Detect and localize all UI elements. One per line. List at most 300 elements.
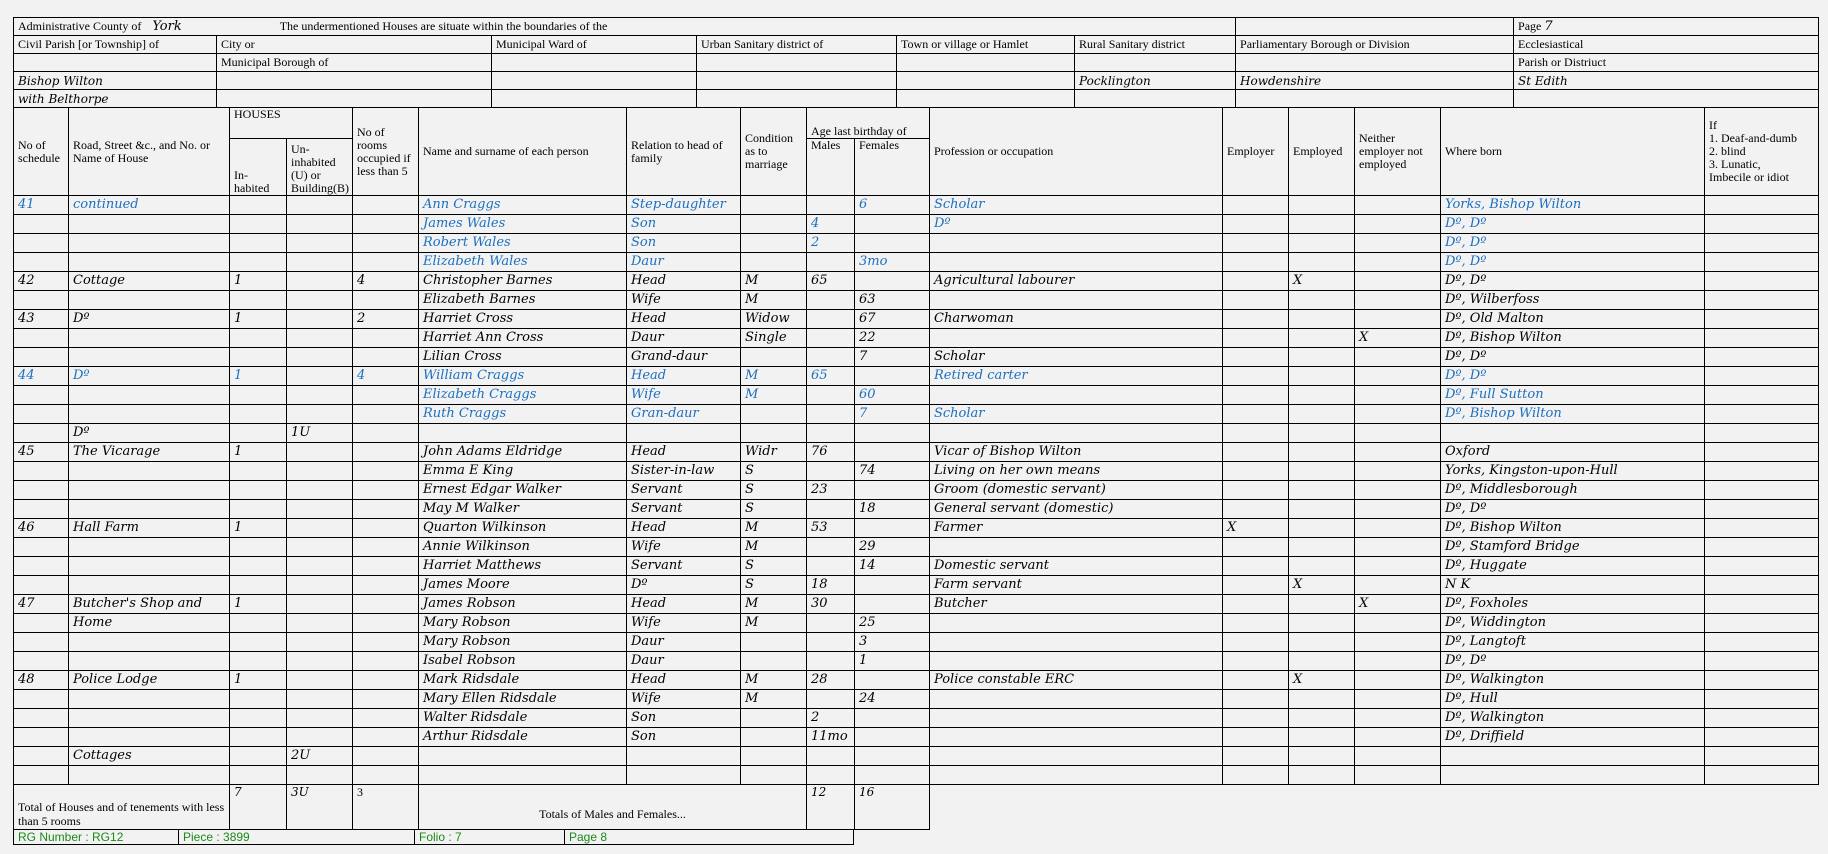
road-cell — [69, 253, 230, 272]
employed-cell: X — [1289, 272, 1355, 291]
header-rooms: No of rooms occupied if less than 5 — [353, 108, 419, 196]
person-name: William Craggs — [419, 367, 627, 386]
table-row — [14, 671, 1819, 690]
birthplace-cell: Dº, Dº — [1441, 500, 1705, 519]
person-name: Harriet Ann Cross — [419, 329, 627, 348]
person-name: Christopher Barnes — [419, 272, 627, 291]
totals-table — [13, 784, 1819, 830]
relation-cell — [627, 747, 741, 766]
inhabited-cell — [230, 386, 287, 405]
header-infirmity — [1705, 108, 1819, 196]
employer-cell — [1223, 386, 1289, 405]
employer-cell — [1223, 690, 1289, 709]
male-age: 18 — [807, 576, 855, 595]
neither-cell — [1355, 481, 1441, 500]
schedule-cell — [14, 481, 69, 500]
infirmity-cell — [1705, 728, 1819, 747]
male-age: 28 — [807, 671, 855, 690]
neither-cell — [1355, 272, 1441, 291]
totals-blank — [930, 785, 1819, 830]
header-neither: Neither employer not employed — [1355, 108, 1441, 196]
road-cell — [69, 652, 230, 671]
employed-cell — [1289, 424, 1355, 443]
infirmity-cell — [1705, 329, 1819, 348]
birthplace-cell: Dº, Dº — [1441, 215, 1705, 234]
person-name: Elizabeth Barnes — [419, 291, 627, 310]
infirmity-cell — [1705, 367, 1819, 386]
male-age — [807, 652, 855, 671]
neither-cell — [1355, 633, 1441, 652]
birthplace-cell: Dº, Stamford Bridge — [1441, 538, 1705, 557]
male-age — [807, 196, 855, 215]
census-table — [13, 107, 1819, 785]
inhabited-cell — [230, 291, 287, 310]
person-name — [419, 747, 627, 766]
uninhabited-cell: 2U — [287, 747, 353, 766]
employer-cell — [1223, 196, 1289, 215]
occupation-cell: Farmer — [930, 519, 1223, 538]
female-age: 3 — [855, 633, 930, 652]
person-name: James Robson — [419, 595, 627, 614]
male-age — [807, 614, 855, 633]
neither-cell — [1355, 690, 1441, 709]
header-males: Males — [807, 139, 855, 196]
inhabited-cell: 1 — [230, 519, 287, 538]
neither-cell — [1355, 348, 1441, 367]
condition-cell — [741, 405, 807, 424]
uninhabited-cell — [287, 728, 353, 747]
female-age — [855, 595, 930, 614]
table-row — [14, 329, 1819, 348]
neither-cell — [1355, 500, 1441, 519]
occupation-cell — [930, 253, 1223, 272]
census-sheet — [13, 17, 1818, 845]
female-age — [855, 728, 930, 747]
condition-cell: Widr — [741, 443, 807, 462]
birthplace-cell: Dº, Dº — [1441, 272, 1705, 291]
road-cell — [69, 690, 230, 709]
person-name — [419, 424, 627, 443]
header-schedule: No of schedule — [14, 108, 69, 196]
rural-sanitary-value: Pocklington — [1075, 72, 1236, 90]
schedule-cell: 46 — [14, 519, 69, 538]
male-age — [807, 557, 855, 576]
schedule-cell: 43 — [14, 310, 69, 329]
header-if-4: Imbecile or idiot — [1709, 170, 1789, 184]
inhabited-cell — [230, 215, 287, 234]
header-profession: Profession or occupation — [930, 108, 1223, 196]
header-if-1: 1. Deaf-and-dumb — [1709, 131, 1797, 145]
male-age — [807, 329, 855, 348]
occupation-cell — [930, 709, 1223, 728]
uninhabited-cell — [287, 500, 353, 519]
employer-cell — [1223, 652, 1289, 671]
female-age — [855, 272, 930, 291]
relation-cell: Daur — [627, 329, 741, 348]
schedule-cell — [14, 747, 69, 766]
neither-cell — [1355, 386, 1441, 405]
infirmity-cell — [1705, 652, 1819, 671]
table-row — [14, 728, 1819, 747]
neither-cell: X — [1355, 329, 1441, 348]
totals-houses-label: Total of Houses and of tenements with less than 5 rooms — [14, 785, 230, 830]
employer-cell — [1223, 500, 1289, 519]
male-age — [807, 690, 855, 709]
relation-cell — [627, 424, 741, 443]
person-name: Robert Wales — [419, 234, 627, 253]
infirmity-cell — [1705, 196, 1819, 215]
road-cell — [69, 481, 230, 500]
totals-rooms: 3 — [353, 785, 419, 830]
employed-cell — [1289, 481, 1355, 500]
person-name: Harriet Matthews — [419, 557, 627, 576]
uninhabited-cell — [287, 405, 353, 424]
employed-cell — [1289, 557, 1355, 576]
condition-cell: Single — [741, 329, 807, 348]
relation-cell: Daur — [627, 253, 741, 272]
inhabited-cell — [230, 557, 287, 576]
meta-blank — [697, 54, 897, 72]
employer-cell — [1223, 329, 1289, 348]
meta-blank — [1075, 54, 1236, 72]
female-age — [855, 766, 930, 785]
rooms-cell — [353, 443, 419, 462]
table-row — [14, 253, 1819, 272]
uninhabited-cell — [287, 671, 353, 690]
schedule-cell: 44 — [14, 367, 69, 386]
infirmity-cell — [1705, 747, 1819, 766]
female-age — [855, 519, 930, 538]
inhabited-cell — [230, 633, 287, 652]
employer-cell — [1223, 234, 1289, 253]
female-age: 1 — [855, 652, 930, 671]
totals-males: 12 — [807, 785, 855, 830]
folio-number: Folio : 7 — [415, 830, 565, 845]
occupation-cell: Dº — [930, 215, 1223, 234]
municipal-ward-label: Municipal Ward of — [492, 36, 697, 54]
female-age — [855, 234, 930, 253]
infirmity-cell — [1705, 215, 1819, 234]
ecclesiastical-label: Ecclesiastical — [1514, 36, 1819, 54]
uninhabited-cell — [287, 348, 353, 367]
condition-cell: S — [741, 500, 807, 519]
employer-cell — [1223, 557, 1289, 576]
neither-cell — [1355, 424, 1441, 443]
employer-cell — [1223, 766, 1289, 785]
neither-cell — [1355, 462, 1441, 481]
person-name: May M Walker — [419, 500, 627, 519]
road-cell: Cottage — [69, 272, 230, 291]
table-row — [14, 709, 1819, 728]
table-row — [14, 405, 1819, 424]
birthplace-cell: Dº, Huggate — [1441, 557, 1705, 576]
employer-cell — [1223, 481, 1289, 500]
male-age — [807, 310, 855, 329]
uninhabited-cell — [287, 234, 353, 253]
meta-blank — [217, 72, 492, 90]
relation-cell: Head — [627, 595, 741, 614]
table-row — [14, 690, 1819, 709]
rooms-cell — [353, 329, 419, 348]
male-age — [807, 462, 855, 481]
condition-cell: M — [741, 386, 807, 405]
infirmity-cell — [1705, 557, 1819, 576]
occupation-cell: Police constable ERC — [930, 671, 1223, 690]
neither-cell — [1355, 519, 1441, 538]
employed-cell — [1289, 614, 1355, 633]
table-row — [14, 747, 1819, 766]
occupation-cell: Retired carter — [930, 367, 1223, 386]
occupation-cell — [930, 538, 1223, 557]
person-name: Elizabeth Craggs — [419, 386, 627, 405]
birthplace-cell: N K — [1441, 576, 1705, 595]
rooms-cell — [353, 386, 419, 405]
person-name: Isabel Robson — [419, 652, 627, 671]
inhabited-cell — [230, 481, 287, 500]
schedule-cell — [14, 215, 69, 234]
road-cell: continued — [69, 196, 230, 215]
schedule-cell — [14, 424, 69, 443]
condition-cell — [741, 766, 807, 785]
table-row — [14, 557, 1819, 576]
employed-cell — [1289, 538, 1355, 557]
neither-cell: X — [1355, 595, 1441, 614]
inhabited-cell — [230, 405, 287, 424]
uninhabited-cell — [287, 633, 353, 652]
inhabited-cell — [230, 234, 287, 253]
occupation-cell — [930, 633, 1223, 652]
admin-county-value: York — [152, 19, 182, 34]
occupation-cell: Groom (domestic servant) — [930, 481, 1223, 500]
uninhabited-cell — [287, 386, 353, 405]
header-if: If — [1709, 118, 1717, 132]
schedule-cell — [14, 576, 69, 595]
condition-cell: M — [741, 538, 807, 557]
uninhabited-cell — [287, 253, 353, 272]
uninhabited-cell — [287, 709, 353, 728]
female-age — [855, 576, 930, 595]
city-label: City or — [217, 36, 492, 54]
totals-persons-label: Totals of Males and Females... — [419, 785, 807, 830]
uninhabited-cell — [287, 196, 353, 215]
uninhabited-cell: 1U — [287, 424, 353, 443]
road-cell: Dº — [69, 424, 230, 443]
header-employer: Employer — [1223, 108, 1289, 196]
person-name: John Adams Eldridge — [419, 443, 627, 462]
infirmity-cell — [1705, 671, 1819, 690]
rooms-cell — [353, 519, 419, 538]
rooms-cell — [353, 709, 419, 728]
occupation-cell — [930, 291, 1223, 310]
employer-cell — [1223, 291, 1289, 310]
infirmity-cell — [1705, 614, 1819, 633]
meta-blank — [1514, 90, 1819, 108]
uninhabited-cell — [287, 595, 353, 614]
male-age — [807, 424, 855, 443]
condition-cell: S — [741, 481, 807, 500]
employed-cell: X — [1289, 576, 1355, 595]
road-cell: Police Lodge — [69, 671, 230, 690]
neither-cell — [1355, 538, 1441, 557]
uninhabited-cell — [287, 215, 353, 234]
condition-cell: M — [741, 671, 807, 690]
inhabited-cell — [230, 348, 287, 367]
neither-cell — [1355, 652, 1441, 671]
uninhabited-cell — [287, 766, 353, 785]
female-age: 3mo — [855, 253, 930, 272]
employed-cell — [1289, 766, 1355, 785]
relation-cell: Head — [627, 272, 741, 291]
person-name: Mary Ellen Ridsdale — [419, 690, 627, 709]
schedule-cell: 41 — [14, 196, 69, 215]
header-uninhabited: Un-inhabited (U) or Building(B) — [287, 139, 353, 196]
inhabited-cell: 1 — [230, 595, 287, 614]
totals-uninhabited: 3U — [287, 785, 353, 830]
rooms-cell: 2 — [353, 310, 419, 329]
schedule-cell — [14, 329, 69, 348]
rg-number: RG Number : RG12 — [14, 830, 179, 845]
employer-cell — [1223, 348, 1289, 367]
inhabited-cell — [230, 253, 287, 272]
relation-cell: Wife — [627, 690, 741, 709]
relation-cell: Son — [627, 234, 741, 253]
employed-cell — [1289, 310, 1355, 329]
female-age: 25 — [855, 614, 930, 633]
meta-blank — [897, 90, 1075, 108]
relation-cell: Daur — [627, 633, 741, 652]
road-cell: Dº — [69, 367, 230, 386]
condition-cell — [741, 747, 807, 766]
male-age: 23 — [807, 481, 855, 500]
occupation-cell — [930, 329, 1223, 348]
schedule-cell — [14, 234, 69, 253]
birthplace-cell — [1441, 747, 1705, 766]
condition-cell — [741, 348, 807, 367]
header-inhabited: In-habited — [230, 139, 287, 196]
schedule-cell: 45 — [14, 443, 69, 462]
occupation-cell — [930, 690, 1223, 709]
rooms-cell — [353, 728, 419, 747]
person-name: Quarton Wilkinson — [419, 519, 627, 538]
infirmity-cell — [1705, 595, 1819, 614]
header-houses: HOUSES — [230, 108, 353, 139]
relation-cell: Wife — [627, 538, 741, 557]
male-age — [807, 747, 855, 766]
employer-cell — [1223, 728, 1289, 747]
male-age — [807, 405, 855, 424]
male-age: 76 — [807, 443, 855, 462]
inhabited-cell — [230, 728, 287, 747]
meta-blank — [492, 72, 697, 90]
occupation-cell — [930, 614, 1223, 633]
road-cell — [69, 709, 230, 728]
female-age — [855, 671, 930, 690]
neither-cell — [1355, 709, 1441, 728]
female-age — [855, 367, 930, 386]
header-employed: Employed — [1289, 108, 1355, 196]
male-age: 11mo — [807, 728, 855, 747]
table-row — [14, 652, 1819, 671]
table-row — [14, 215, 1819, 234]
condition-cell — [741, 234, 807, 253]
employed-cell — [1289, 386, 1355, 405]
rooms-cell — [353, 690, 419, 709]
meta-blank — [697, 72, 897, 90]
person-name: Mary Robson — [419, 614, 627, 633]
header-name: Name and surname of each person — [419, 108, 627, 196]
neither-cell — [1355, 576, 1441, 595]
male-age — [807, 500, 855, 519]
employed-cell — [1289, 405, 1355, 424]
condition-cell — [741, 633, 807, 652]
employer-cell — [1223, 443, 1289, 462]
occupation-cell: Butcher — [930, 595, 1223, 614]
relation-cell: Daur — [627, 652, 741, 671]
relation-cell: Servant — [627, 500, 741, 519]
relation-cell: Head — [627, 310, 741, 329]
table-row — [14, 348, 1819, 367]
infirmity-cell — [1705, 633, 1819, 652]
employer-cell — [1223, 272, 1289, 291]
rooms-cell — [353, 291, 419, 310]
employed-cell — [1289, 291, 1355, 310]
employer-cell — [1223, 633, 1289, 652]
rooms-cell — [353, 196, 419, 215]
female-age: 7 — [855, 405, 930, 424]
inhabited-cell — [230, 690, 287, 709]
inhabited-cell: 1 — [230, 671, 287, 690]
person-name: Mark Ridsdale — [419, 671, 627, 690]
employed-cell — [1289, 348, 1355, 367]
rooms-cell — [353, 766, 419, 785]
female-age: 24 — [855, 690, 930, 709]
schedule-cell — [14, 633, 69, 652]
schedule-cell — [14, 405, 69, 424]
occupation-cell — [930, 728, 1223, 747]
totals-inhabited: 7 — [230, 785, 287, 830]
condition-cell: S — [741, 462, 807, 481]
occupation-cell: Charwoman — [930, 310, 1223, 329]
male-age: 65 — [807, 272, 855, 291]
inhabited-cell — [230, 462, 287, 481]
employer-cell — [1223, 614, 1289, 633]
infirmity-cell — [1705, 481, 1819, 500]
condition-cell: M — [741, 367, 807, 386]
table-row — [14, 196, 1819, 215]
schedule-cell — [14, 253, 69, 272]
inhabited-cell — [230, 329, 287, 348]
relation-cell: Son — [627, 215, 741, 234]
header-age: Age last birthday of — [807, 108, 930, 139]
occupation-cell: Scholar — [930, 348, 1223, 367]
male-age: 2 — [807, 709, 855, 728]
relation-cell: Wife — [627, 614, 741, 633]
header-females: Females — [855, 139, 930, 196]
female-age — [855, 215, 930, 234]
inhabited-cell — [230, 196, 287, 215]
employed-cell — [1289, 215, 1355, 234]
occupation-cell: Domestic servant — [930, 557, 1223, 576]
uninhabited-cell — [287, 519, 353, 538]
neither-cell — [1355, 253, 1441, 272]
inhabited-cell — [230, 576, 287, 595]
birthplace-cell: Dº, Driffield — [1441, 728, 1705, 747]
employer-cell — [1223, 405, 1289, 424]
piece-number: Piece : 3899 — [179, 830, 415, 845]
relation-cell: Sister-in-law — [627, 462, 741, 481]
town-label: Town or village or Hamlet — [897, 36, 1075, 54]
occupation-cell — [930, 766, 1223, 785]
